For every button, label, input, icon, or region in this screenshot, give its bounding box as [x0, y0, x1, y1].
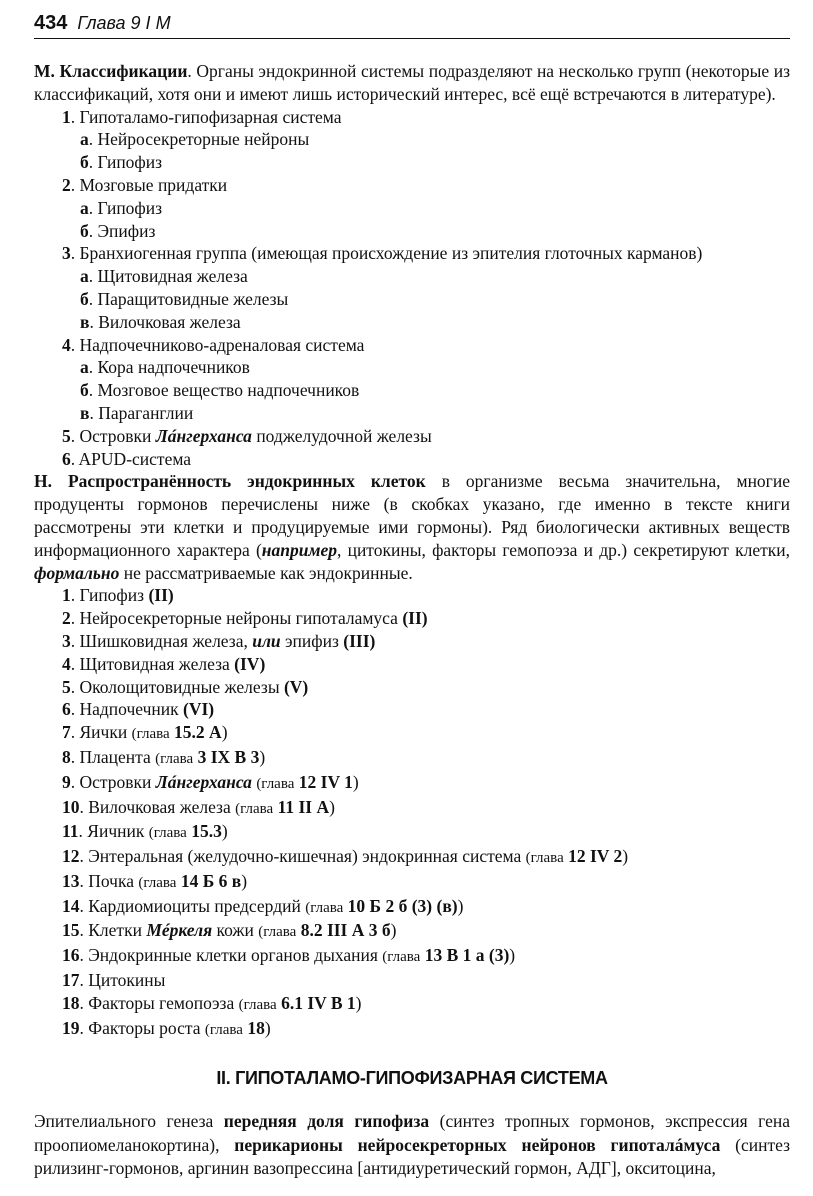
- paragraph-text: (синтез рилизинг-гормонов, аргинин вазопрессина [антидиуретический гормон, АДГ], окситоцина,: [34, 1134, 790, 1179]
- item-text: Цитокины: [88, 970, 166, 991]
- item-text: Энтеральная (желудочно-кишечная) эндокринная система: [88, 846, 522, 867]
- sub-letter: в: [80, 311, 90, 332]
- sub-text: Гипофиз: [97, 197, 163, 218]
- emphasis: формально: [34, 562, 120, 583]
- item-number: 11: [62, 821, 79, 842]
- chapter-ref: 12 IV 1: [298, 771, 353, 792]
- list-item: 14. Кардиомиоциты предсердий (глава 10 Б 2 б (3) (в)): [62, 895, 464, 916]
- section-title: Распространённость эндокринных клеток: [67, 471, 426, 492]
- item-ref: (V): [283, 676, 309, 697]
- list-item: 16. Эндокринные клетки органов дыхания (глава 13 В 1 а (3)): [62, 945, 516, 966]
- list-item: 5. Островки Лáнгерханса поджелудочной железы: [62, 425, 432, 446]
- sub-letter: а: [80, 197, 89, 218]
- sub-text: Кора надпочечников: [97, 357, 250, 378]
- chapter-ref-label: (глава: [131, 726, 170, 743]
- emphasis: например: [261, 539, 337, 560]
- item-number: 13: [62, 870, 80, 891]
- item-number: 2: [62, 174, 71, 195]
- item-text: Нейросекреторные нейроны гипоталамуса: [79, 608, 398, 629]
- list-item: 3. Бранхиогенная группа (имеющая происхождение из эпителия глоточных карманов): [62, 243, 703, 264]
- item-number: 8: [62, 746, 71, 767]
- chapter-ref: 8.2 III А 3 б: [300, 920, 391, 941]
- item-text: Факторы роста: [88, 1017, 201, 1038]
- item-text: Яички: [79, 722, 128, 743]
- sub-text: Параганглии: [98, 402, 194, 423]
- chapter-section-heading: II. ГИПОТАЛАМО-ГИПОФИЗАРНАЯ СИСТЕМА: [216, 1068, 608, 1089]
- list-item: 19. Факторы роста (глава 18): [62, 1017, 271, 1038]
- section-letter: Н.: [34, 471, 52, 492]
- sub-item: а. Щитовидная железа: [80, 266, 248, 287]
- sub-text: Вилочковая железа: [98, 311, 241, 332]
- chapter-ref-label: (глава: [238, 996, 277, 1013]
- item-number: 5: [62, 676, 71, 697]
- item-text: Кардиомиоциты предсердий: [88, 895, 301, 916]
- list-item: 1. Гипоталамо-гипофизарная система: [62, 106, 342, 127]
- ref-close: ): [221, 722, 228, 743]
- chapter-ref: 11 II А: [277, 796, 330, 817]
- item-text: Околощитовидные железы: [79, 676, 280, 697]
- item-text: Факторы гемопоэза: [88, 992, 235, 1013]
- item-number: 4: [62, 653, 71, 674]
- item-text: Вилочковая железа: [88, 796, 231, 817]
- chapter-ref-label: (глава: [155, 750, 194, 767]
- item-text: Почка: [88, 870, 134, 891]
- item-text: Эндокринные клетки органов дыхания: [88, 945, 378, 966]
- list-item: 1. Гипофиз (II): [62, 585, 174, 606]
- sub-letter: б: [80, 220, 89, 241]
- item-ref: (IV): [234, 653, 266, 674]
- bold-term: перикарионы нейросекреторных нейронов гипоталáмуса: [234, 1134, 721, 1155]
- ref-close: ): [355, 992, 362, 1013]
- item-number: 7: [62, 722, 71, 743]
- sub-letter: а: [80, 357, 89, 378]
- sub-letter: б: [80, 152, 89, 173]
- item-number: 12: [62, 846, 80, 867]
- item-text: Щитовидная железа: [79, 653, 230, 674]
- eponym: Мéркеля: [146, 920, 213, 941]
- item-text: Островки: [79, 771, 152, 792]
- section-text: в организме весьма значительна, многие продуценты гормонов перечислены ниже (в скобках указано, где именно в тексте книги рассмотрены эти клетки и продуцируемые ими гормоны). Ряд биологически активных веществ информационного характера (: [34, 471, 790, 560]
- sub-letter: а: [80, 266, 89, 287]
- sub-letter: а: [80, 129, 89, 150]
- sub-text: Гипофиз: [97, 152, 163, 173]
- bold-term: передняя доля гипофиза: [223, 1111, 430, 1132]
- list-item: 6. Надпочечник (VI): [62, 699, 215, 720]
- item-number: 15: [62, 920, 80, 941]
- section-ii-paragraph: [34, 1110, 790, 1181]
- chapter-ref-label: (глава: [256, 775, 295, 792]
- chapter-ref-label: (глава: [138, 874, 177, 891]
- eponym: Лáнгерханса: [155, 425, 252, 446]
- sub-text: Эпифиз: [97, 220, 156, 241]
- sub-text: Нейросекреторные нейроны: [97, 129, 310, 150]
- sub-text: Мозговое вещество надпочечников: [97, 380, 360, 401]
- page-number: 434: [34, 12, 68, 34]
- item-number: 2: [62, 608, 71, 629]
- chapter-ref-label: (глава: [148, 825, 187, 842]
- sub-item: б. Эпифиз: [80, 220, 156, 241]
- ref-close: ): [352, 771, 359, 792]
- item-text: поджелудочной железы: [256, 425, 432, 446]
- list-item: 17. Цитокины: [62, 970, 166, 991]
- ref-close: ): [221, 821, 228, 842]
- item-number: 18: [62, 992, 80, 1013]
- chapter-ref: 10 Б 2 б (3) (в): [347, 895, 458, 916]
- item-number: 17: [62, 970, 80, 991]
- ref-close: ): [329, 796, 335, 817]
- sub-text: Щитовидная железа: [97, 266, 248, 287]
- item-text: Плацента: [79, 746, 151, 767]
- list-item: 5. Околощитовидные железы (V): [62, 676, 309, 697]
- list-item: 18. Факторы гемопоэза (глава 6.1 IV В 1): [62, 992, 362, 1013]
- list-item: 4. Надпочечниково-адреналовая система: [62, 334, 365, 355]
- list-item: 3. Шишковидная железа, или эпифиз (III): [62, 630, 376, 651]
- ref-close: ): [390, 920, 397, 941]
- chapter-ref: 15.3: [191, 821, 222, 842]
- list-item: 4. Щитовидная железа (IV): [62, 653, 266, 674]
- item-number: 1: [62, 585, 71, 606]
- item-number: 3: [62, 243, 71, 264]
- chapter-ref: 6.1 IV В 1: [281, 992, 356, 1013]
- item-text: Шишковидная железа,: [79, 630, 248, 651]
- sub-item: б. Паращитовидные железы: [80, 288, 289, 309]
- list-item: 2. Нейросекреторные нейроны гипоталамуса (II): [62, 608, 428, 629]
- chapter-ref: 3 IX В 3: [197, 746, 260, 767]
- list-item: 13. Почка (глава 14 Б 6 в): [62, 870, 248, 891]
- chapter-ref-label: (глава: [258, 924, 297, 941]
- eponym: Лáнгерханса: [155, 771, 252, 792]
- sub-letter: в: [80, 402, 90, 423]
- running-title: Глава 9 I M: [77, 13, 171, 33]
- ref-close: ): [259, 746, 266, 767]
- item-text: Гипоталамо-гипофизарная система: [79, 106, 342, 127]
- sub-item: в. Параганглии: [80, 402, 194, 423]
- sub-item: б. Гипофиз: [80, 152, 163, 173]
- list-item: 12. Энтеральная (желудочно-кишечная) эндокринная система (глава 12 IV 2): [62, 846, 629, 867]
- item-number: 1: [62, 106, 71, 127]
- ref-close: ): [264, 1017, 271, 1038]
- sub-item: а. Гипофиз: [80, 197, 163, 218]
- section-text: не рассматриваемые как эндокринные.: [119, 562, 413, 583]
- chapter-ref: 18: [247, 1017, 265, 1038]
- item-text: Бранхиогенная группа (имеющая происхождение из эпителия глоточных карманов): [79, 243, 703, 264]
- ref-close: ): [241, 870, 248, 891]
- item-text: Яичник: [87, 821, 145, 842]
- sub-text: Паращитовидные железы: [97, 288, 289, 309]
- page-content: [34, 60, 790, 1181]
- item-number: 19: [62, 1017, 80, 1038]
- emphasis: или: [252, 630, 281, 651]
- ref-close: ): [622, 846, 629, 867]
- item-ref: (II): [148, 585, 174, 606]
- list-item: 6. APUD-система: [62, 448, 192, 469]
- item-text: Мозговые придатки: [79, 174, 228, 195]
- list-item: 11. Яичник (глава 15.3): [62, 821, 228, 842]
- item-number: 9: [62, 771, 71, 792]
- sub-item: а. Нейросекреторные нейроны: [80, 129, 310, 150]
- list-item: 7. Яички (глава 15.2 А): [62, 722, 228, 743]
- section-text: , цитокины, факторы гемопоэза и др.) секретируют клетки,: [336, 539, 790, 560]
- chapter-ref-label: (глава: [525, 850, 564, 867]
- chapter-ref: 13 В 1 а (3): [424, 945, 510, 966]
- list-item: 2. Мозговые придатки: [62, 174, 228, 195]
- chapter-ref: 12 IV 2: [568, 846, 623, 867]
- sub-item: а. Кора надпочечников: [80, 357, 250, 378]
- section-title: Классификации: [59, 61, 188, 81]
- item-text: Надпочечниково-адреналовая система: [79, 334, 365, 355]
- item-number: 16: [62, 945, 80, 966]
- item-number: 6: [62, 448, 71, 469]
- item-text: Островки: [79, 425, 152, 446]
- chapter-ref: 14 Б 6 в: [180, 870, 242, 891]
- item-number: 6: [62, 699, 71, 720]
- chapter-ref-label: (глава: [235, 800, 274, 817]
- item-number: 3: [62, 630, 71, 651]
- list-item: 15. Клетки Мéркеля кожи (глава 8.2 III А 3 б): [62, 920, 397, 941]
- item-text: кожи: [216, 920, 254, 941]
- item-number: 4: [62, 334, 71, 355]
- section-n-intro: [34, 470, 790, 584]
- chapter-ref: 15.2 А: [174, 722, 222, 743]
- paragraph-text: Эпителиального генеза: [34, 1111, 224, 1132]
- sub-letter: б: [80, 380, 89, 401]
- item-text: APUD-система: [78, 448, 192, 469]
- section-m-intro: [34, 60, 790, 106]
- item-text: эпифиз: [285, 630, 339, 651]
- item-number: 5: [62, 425, 71, 446]
- item-text: Надпочечник: [79, 699, 179, 720]
- page-header: [34, 12, 790, 39]
- item-text: Клетки: [88, 920, 142, 941]
- item-text: Гипофиз: [79, 585, 145, 606]
- item-ref: (III): [343, 630, 376, 651]
- list-item: 9. Островки Лáнгерханса (глава 12 IV 1): [62, 771, 359, 792]
- item-ref: (II): [402, 608, 428, 629]
- item-ref: (VI): [183, 699, 215, 720]
- chapter-ref-label: (глава: [204, 1021, 243, 1038]
- list-item: 10. Вилочковая железа (глава 11 II А): [62, 796, 335, 817]
- section-text: . Органы эндокринной системы подразделяют на несколько групп (некоторые из классификаций, хотя они и имеют лишь исторический интерес, всё ещё встречаются в литературе).: [34, 61, 791, 104]
- chapter-ref-label: (глава: [382, 949, 421, 966]
- item-number: 10: [62, 796, 80, 817]
- sub-letter: б: [80, 288, 89, 309]
- item-number: 14: [62, 895, 80, 916]
- chapter-ref-label: (глава: [305, 899, 344, 916]
- ref-close: ): [509, 945, 516, 966]
- section-letter: М.: [34, 61, 55, 81]
- sub-item: б. Мозговое вещество надпочечников: [80, 380, 360, 401]
- ref-close: ): [457, 895, 464, 916]
- sub-item: в. Вилочковая железа: [80, 311, 241, 332]
- paragraph-text: (синтез тропных гормонов, экспрессия гена проопиомеланокортина),: [34, 1111, 791, 1155]
- list-item: 8. Плацента (глава 3 IX В 3): [62, 746, 266, 767]
